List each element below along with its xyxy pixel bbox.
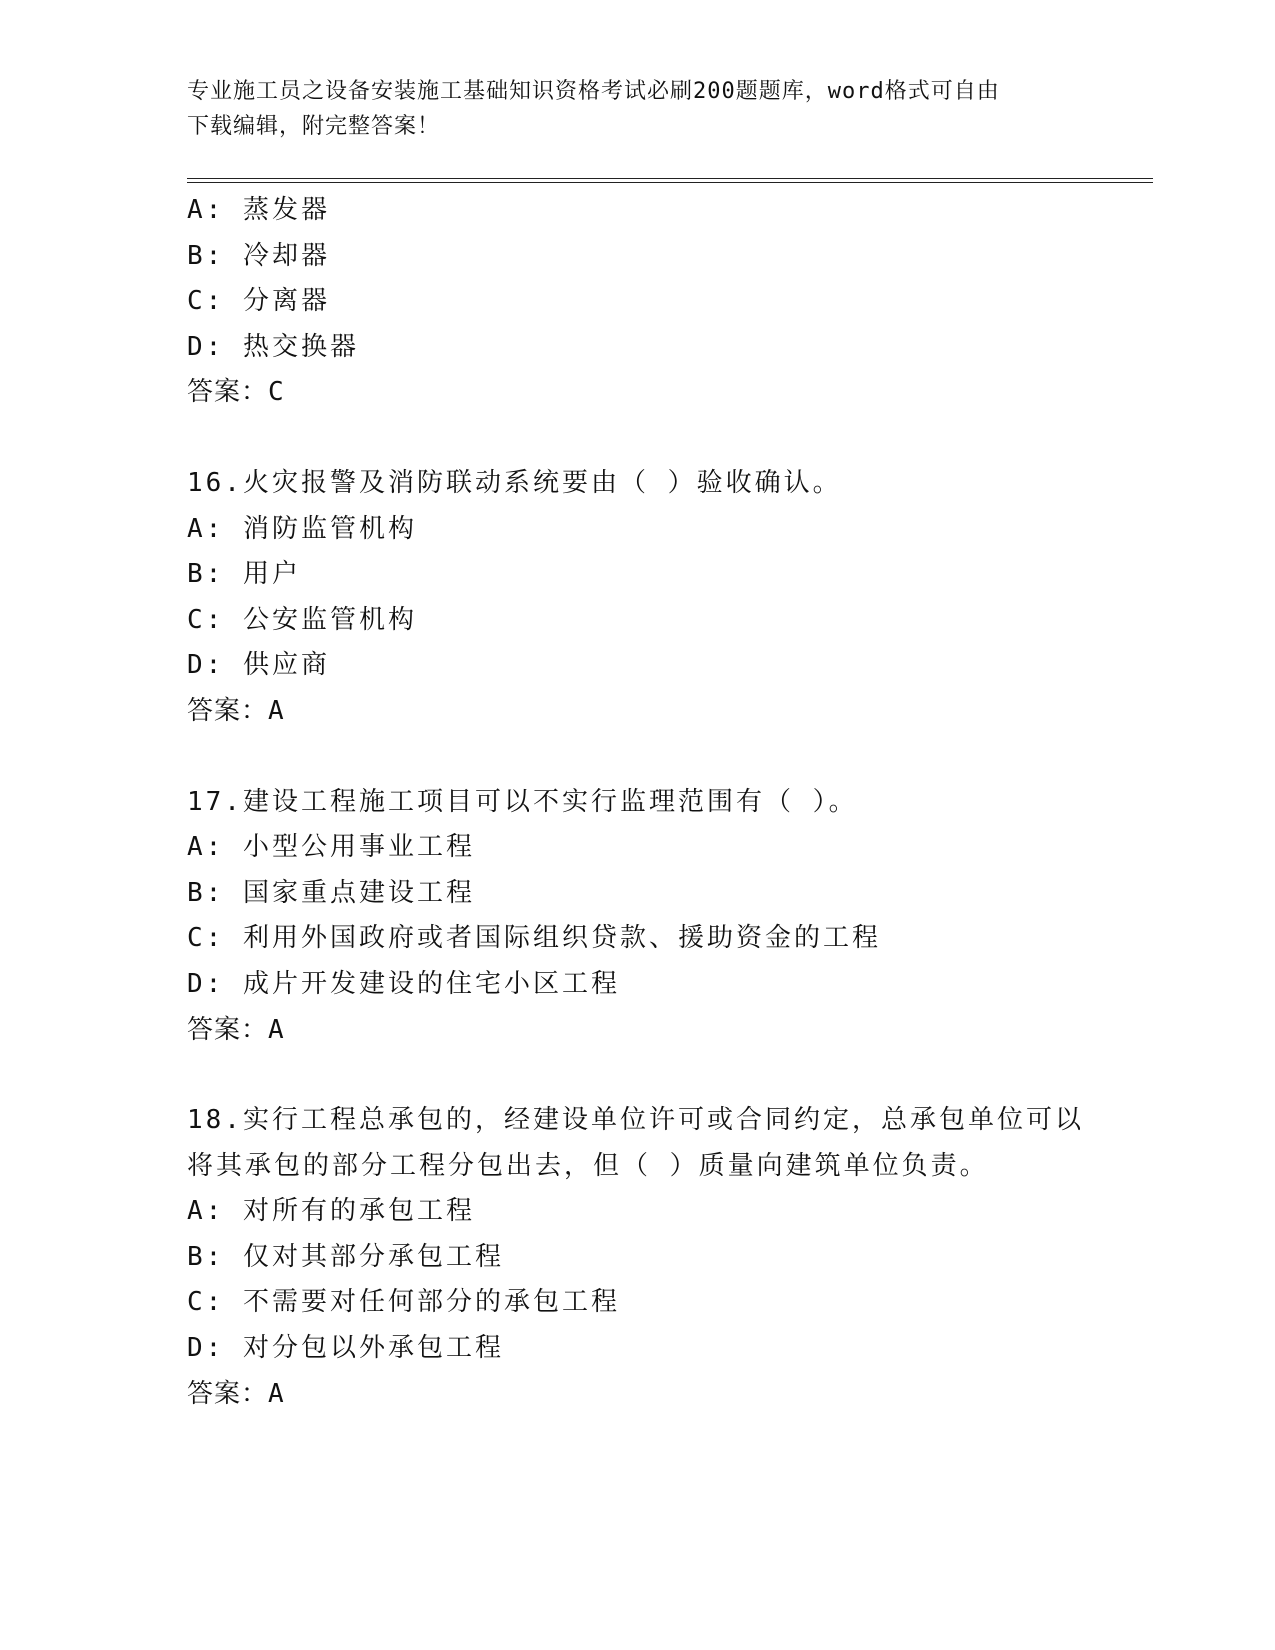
answer-value: A [268, 695, 287, 726]
answer-line [187, 1372, 1153, 1418]
document-header [187, 74, 1067, 144]
answer-line [187, 689, 1153, 735]
answer-label: 答案： [187, 1014, 269, 1045]
question-block-18 [187, 1098, 1153, 1417]
answer-line [187, 370, 1153, 416]
answer-value: A [268, 1378, 287, 1409]
answer-line [187, 1008, 1153, 1054]
answer-value: A [268, 1014, 287, 1045]
header-line-2: 下载编辑，附完整答案！ [187, 114, 441, 139]
header-line-1: 专业施工员之设备安装施工基础知识资格考试必刷200题题库，word格式可自由 [187, 79, 1000, 104]
option-c: C: 分离器 [187, 286, 330, 317]
header-divider-bottom [187, 182, 1153, 183]
option-b: B: 用户 [187, 559, 301, 590]
option-a: A: 蒸发器 [187, 195, 330, 225]
header-divider-top [187, 178, 1153, 179]
question-block-16 [187, 461, 1153, 735]
option-c: C: 公安监管机构 [187, 604, 417, 635]
option-a: A: 小型公用事业工程 [187, 832, 475, 863]
answer-label: 答案： [187, 695, 269, 726]
question-stem: 17.建设工程施工项目可以不实行监理范围有（ ）。 [187, 786, 858, 817]
option-d: D: 热交换器 [187, 331, 359, 362]
answer-label: 答案： [187, 377, 269, 408]
question-list [187, 188, 1153, 1462]
question-stem-line-2: 将其承包的部分工程分包出去，但（ ）质量向建筑单位负责。 [187, 1150, 989, 1181]
option-b: B: 国家重点建设工程 [187, 877, 475, 908]
option-b: B: 仅对其部分承包工程 [187, 1241, 504, 1272]
option-d: D: 成片开发建设的住宅小区工程 [187, 968, 620, 999]
option-a: A: 消防监管机构 [187, 513, 417, 544]
answer-value: C [268, 377, 287, 408]
option-c: C: 不需要对任何部分的承包工程 [187, 1287, 620, 1318]
question-block-partial [187, 188, 1153, 416]
option-d: D: 供应商 [187, 650, 330, 681]
question-stem: 16.火灾报警及消防联动系统要由（ ）验收确认。 [187, 467, 842, 498]
option-d: D: 对分包以外承包工程 [187, 1333, 504, 1364]
question-stem-line-1: 18.实行工程总承包的，经建设单位许可或合同约定，总承包单位可以 [187, 1105, 1084, 1136]
option-c: C: 利用外国政府或者国际组织贷款、援助资金的工程 [187, 923, 881, 954]
question-block-17 [187, 780, 1153, 1054]
option-b: B: 冷却器 [187, 240, 330, 271]
answer-label: 答案： [187, 1378, 269, 1409]
option-a: A: 对所有的承包工程 [187, 1196, 475, 1227]
